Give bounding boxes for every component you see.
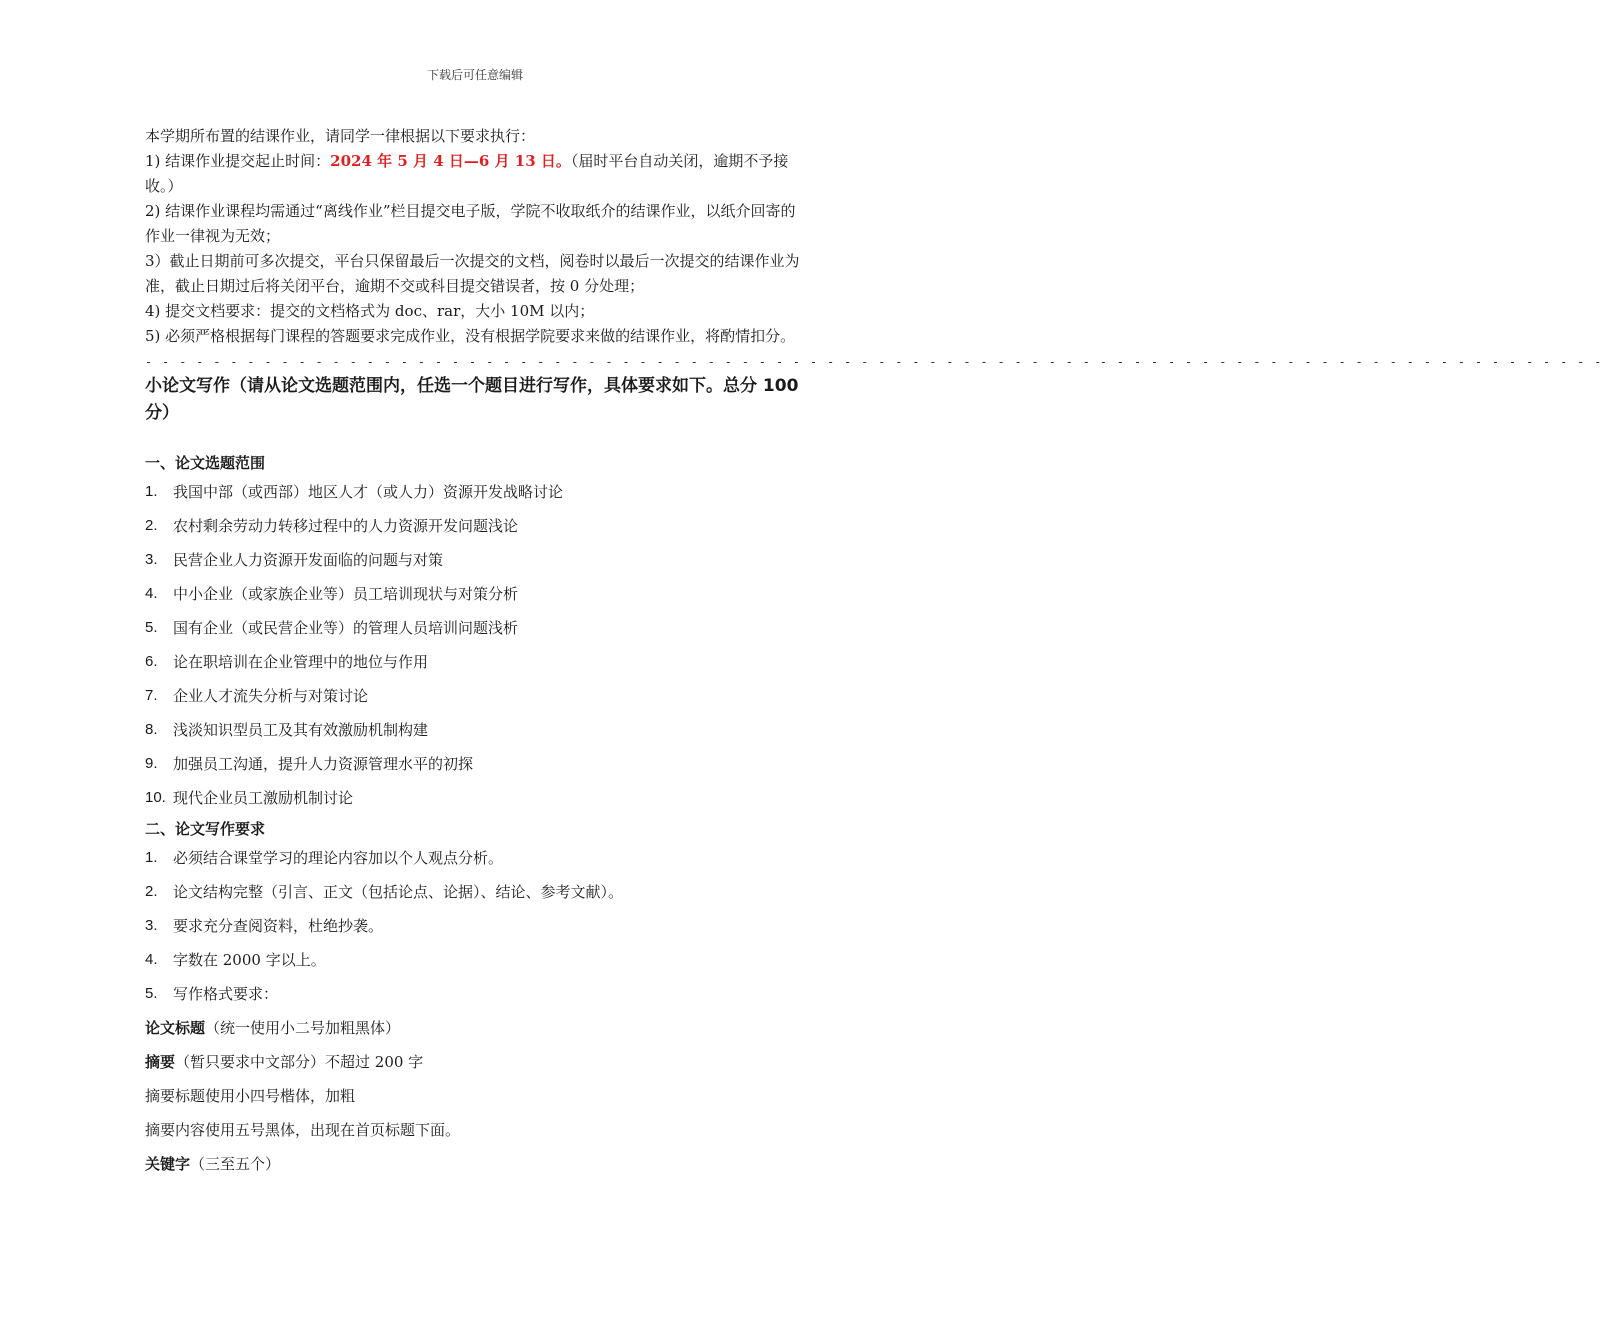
format-abstract-title-rule: 摘要标题使用小四号楷体，加粗 (145, 1087, 356, 1105)
page-header-note: 下载后可任意编辑 (426, 68, 523, 82)
topic-item (145, 645, 810, 679)
requirements-heading: 二、论文写作要求 (145, 820, 266, 838)
topic-text: 现代企业员工激励机制讨论 (173, 789, 354, 807)
requirement-item (145, 875, 810, 909)
topic-number: 3. (145, 551, 158, 568)
rule-1-suffix: （届时平台自动关闭，逾期不予接收。） (145, 152, 789, 195)
topic-item (145, 577, 810, 611)
format-title-rule (145, 1011, 810, 1045)
topic-number: 9. (145, 755, 158, 772)
requirement-text: 写作格式要求： (173, 985, 279, 1003)
topic-text: 加强员工沟通，提升人力资源管理水平的初探 (173, 755, 474, 773)
topic-item (145, 781, 810, 815)
topic-item (145, 543, 810, 577)
requirements-list (145, 841, 810, 1011)
topics-list (145, 475, 810, 815)
topic-text: 民营企业人力资源开发面临的问题与对策 (173, 551, 444, 569)
topic-item (145, 509, 810, 543)
topic-item (145, 713, 810, 747)
requirement-number: 3. (145, 917, 158, 934)
requirement-number: 5. (145, 985, 158, 1002)
rule-1-prefix: 1) 结课作业提交起止时间： (145, 152, 331, 170)
format-keywords-label: 关键字 (145, 1155, 191, 1173)
topic-number: 6. (145, 653, 158, 670)
topic-text: 论在职培训在企业管理中的地位与作用 (173, 653, 429, 671)
topic-number: 1. (145, 483, 158, 500)
requirement-text: 必须结合课堂学习的理论内容加以个人观点分析。 (173, 849, 504, 867)
requirement-text: 论文结构完整（引言、正文（包括论点、论据）、结论、参考文献）。 (173, 883, 624, 901)
topic-number: 10. (145, 789, 166, 806)
requirement-item (145, 841, 810, 875)
topic-text: 中小企业（或家族企业等）员工培训现状与对策分析 (173, 585, 519, 603)
rule-3: 3）截止日期前可多次提交，平台只保留最后一次提交的文档，阅卷时以最后一次提交的结课作业为准，截止日期过后将关闭平台，逾期不交或科目提交错误者，按 0 分处理； (145, 252, 800, 295)
topic-text: 浅淡知识型员工及其有效激励机制构建 (173, 721, 429, 739)
format-abstract-rule (145, 1045, 810, 1079)
format-title-text: （统一使用小二号加粗黑体） (205, 1019, 401, 1037)
requirement-number: 2. (145, 883, 158, 900)
topic-number: 4. (145, 585, 158, 602)
topic-text: 农村剩余劳动力转移过程中的人力资源开发问题浅论 (173, 517, 519, 535)
requirement-text: 字数在 2000 字以上。 (173, 951, 326, 969)
document-body (145, 124, 1603, 1181)
requirement-number: 1. (145, 849, 158, 866)
requirement-text: 要求充分查阅资料，杜绝抄袭。 (173, 917, 384, 935)
rule-5: 5) 必须严格根据每门课程的答题要求完成作业，没有根据学院要求来做的结课作业，将酌情扣分。 (145, 327, 796, 345)
topic-item (145, 475, 810, 509)
requirement-item (145, 943, 810, 977)
format-abstract-label: 摘要 (145, 1053, 176, 1071)
topic-item (145, 679, 810, 713)
format-keywords-rule (145, 1147, 810, 1181)
topic-item (145, 611, 810, 645)
topic-number: 7. (145, 687, 158, 704)
topic-number: 5. (145, 619, 158, 636)
format-abstract-content-rule: 摘要内容使用五号黑体，出现在首页标题下面。 (145, 1121, 461, 1139)
dashed-divider: - - - - - - - - - - - - - - - - - - - - - - - - - - - - - - - - - - - - - - - - - - - - - - - - - - - - - - - - - - - - - - - - - - - - - - - - - - - - - - - - - - - - - - (145, 355, 1603, 369)
submission-dates: 2024 年 5 月 4 日—6 月 13 日。 (330, 152, 571, 170)
topic-text: 我国中部（或西部）地区人才（或人力）资源开发战略讨论 (173, 483, 564, 501)
topic-number: 8. (145, 721, 158, 738)
format-title-label: 论文标题 (145, 1019, 206, 1037)
topic-text: 国有企业（或民营企业等）的管理人员培训问题浅析 (173, 619, 519, 637)
topics-heading: 一、论文选题范围 (145, 454, 266, 472)
rule-1 (145, 149, 810, 199)
format-abstract-text: （暂只要求中文部分）不超过 200 字 (175, 1053, 424, 1071)
topic-number: 2. (145, 517, 158, 534)
assignment-title: 小论文写作（请从论文选题范围内，任选一个题目进行写作，具体要求如下。总分 100 分） (145, 376, 799, 423)
topic-item (145, 747, 810, 781)
rule-4: 4) 提交文档要求：提交的文档格式为 doc、rar，大小 10M 以内； (145, 302, 595, 320)
requirement-number: 4. (145, 951, 158, 968)
requirement-item (145, 909, 810, 943)
topic-text: 企业人才流失分析与对策讨论 (173, 687, 369, 705)
format-keywords-text: （三至五个） (190, 1155, 281, 1173)
rule-2: 2) 结课作业课程均需通过“离线作业”栏目提交电子版，学院不收取纸介的结课作业，以纸介回寄的作业一律视为无效； (145, 202, 796, 245)
intro-lead: 本学期所布置的结课作业，请同学一律根据以下要求执行： (145, 127, 536, 145)
requirement-item (145, 977, 810, 1011)
